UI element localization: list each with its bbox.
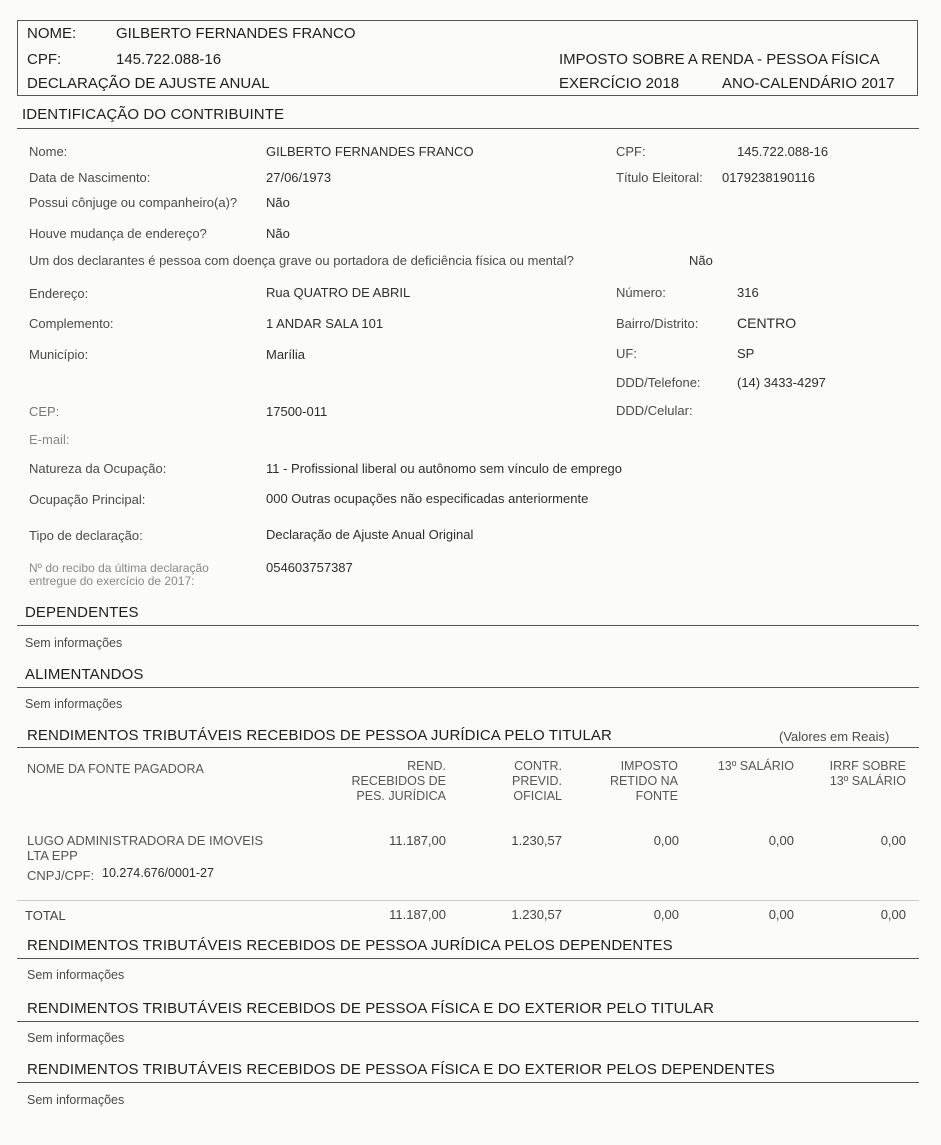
header-calendar-year: ANO-CALENDÁRIO 2017 bbox=[722, 75, 895, 92]
endereco-value: Rua QUATRO DE ABRIL bbox=[266, 285, 411, 300]
numero-value: 316 bbox=[737, 285, 759, 300]
recibo-value: 054603757387 bbox=[266, 560, 353, 575]
conjuge-value: Não bbox=[266, 195, 290, 210]
row-decimo-value: 0,00 bbox=[768, 833, 794, 848]
cnpj-label: CNPJ/CPF: bbox=[27, 868, 95, 883]
doenca-value: Não bbox=[689, 253, 713, 268]
header-cpf-label: CPF: bbox=[27, 51, 62, 68]
telefone-label: DDD/Telefone: bbox=[616, 375, 701, 390]
header-declaration-type: DECLARAÇÃO DE AJUSTE ANUAL bbox=[27, 75, 270, 92]
endereco-label: Endereço: bbox=[29, 286, 89, 301]
row-imposto-value: 0,00 bbox=[653, 833, 679, 848]
nome-label: Nome: bbox=[29, 144, 68, 159]
uf-label: UF: bbox=[616, 346, 637, 361]
doenca-label: Um dos declarantes é pessoa com doença grave ou portadora de deficiência física ou mental? bbox=[29, 253, 574, 268]
municipio-label: Município: bbox=[29, 347, 89, 362]
mudanca-label: Houve mudança de endereço? bbox=[29, 226, 207, 241]
total-contr-value: 1.230,57 bbox=[511, 907, 562, 922]
cep-value: 17500-011 bbox=[266, 404, 328, 419]
row-irrf-value: 0,00 bbox=[880, 833, 906, 848]
col-header-imposto-line: IMPOSTO bbox=[620, 759, 678, 773]
total-imposto-value: 0,00 bbox=[653, 907, 679, 922]
section-title-alimentandos: ALIMENTANDOS bbox=[25, 666, 144, 683]
municipio-value: Marília bbox=[266, 347, 306, 362]
fonte-name-line-1: LUGO ADMINISTRADORA DE IMOVEIS bbox=[27, 833, 264, 848]
section-title-rend-pj-dependentes: RENDIMENTOS TRIBUTÁVEIS RECEBIDOS DE PESSOA JURÍDICA PELOS DEPENDENTES bbox=[27, 937, 673, 954]
alimentandos-empty: Sem informações bbox=[25, 697, 123, 711]
col-header-fonte: NOME DA FONTE PAGADORA bbox=[27, 762, 204, 776]
ocupacao-label: Ocupação Principal: bbox=[29, 492, 146, 507]
tipo-value: Declaração de Ajuste Anual Original bbox=[266, 527, 474, 542]
section-title-rend-pf-titular: RENDIMENTOS TRIBUTÁVEIS RECEBIDOS DE PESSOA FÍSICA E DO EXTERIOR PELO TITULAR bbox=[27, 1000, 715, 1017]
section-rule bbox=[17, 1082, 919, 1083]
bairro-value: CENTRO bbox=[737, 315, 797, 331]
telefone-value: (14) 3433-4297 bbox=[737, 375, 826, 390]
natureza-value: 11 - Profissional liberal ou autônomo sem vínculo de emprego bbox=[266, 461, 623, 476]
row-contr-value: 1.230,57 bbox=[511, 833, 562, 848]
recibo-label: Nº do recibo da última declaração entregue do exercício de 2017: bbox=[29, 561, 209, 588]
email-label: E-mail: bbox=[29, 432, 70, 447]
col-header-decimo: 13º SALÁRIO bbox=[717, 759, 794, 773]
unit-note: (Valores em Reais) bbox=[779, 729, 890, 744]
total-rend-value: 11.187,00 bbox=[389, 907, 446, 922]
col-header-contr-line: PREVID. bbox=[511, 774, 562, 788]
fonte-name-line-2: LTA EPP bbox=[27, 848, 78, 863]
col-header-irrf-line: IRRF SOBRE bbox=[829, 759, 906, 773]
cnpj-value: 10.274.676/0001-27 bbox=[102, 866, 214, 880]
col-header-rend-line: RECEBIDOS DE bbox=[351, 774, 446, 788]
titulo-eleitoral-label: Título Eleitoral: bbox=[616, 170, 703, 185]
col-header-contr-line: OFICIAL bbox=[513, 789, 562, 803]
cpf-value: 145.722.088-16 bbox=[737, 144, 829, 159]
total-separator bbox=[17, 900, 919, 901]
section-title-dependentes: DEPENDENTES bbox=[25, 604, 139, 621]
section-rule bbox=[17, 128, 919, 129]
section-title-identificacao: IDENTIFICAÇÃO DO CONTRIBUINTE bbox=[22, 106, 285, 123]
rend-pj-dependentes-empty: Sem informações bbox=[27, 968, 125, 982]
conjuge-label: Possui cônjuge ou companheiro(a)? bbox=[29, 195, 238, 210]
nome-value: GILBERTO FERNANDES FRANCO bbox=[266, 144, 474, 159]
col-header-rend-line: REND. bbox=[407, 759, 446, 773]
section-rule bbox=[17, 1021, 919, 1022]
header-tax-title: IMPOSTO SOBRE A RENDA - PESSOA FÍSICA bbox=[559, 51, 880, 68]
rend-pf-titular-empty: Sem informações bbox=[27, 1031, 125, 1045]
titulo-eleitoral-value: 0179238190116 bbox=[722, 170, 816, 185]
section-title-rend-pj-titular: RENDIMENTOS TRIBUTÁVEIS RECEBIDOS DE PESSOA JURÍDICA PELO TITULAR bbox=[27, 727, 612, 744]
cpf-label: CPF: bbox=[616, 144, 646, 159]
mudanca-value: Não bbox=[266, 226, 290, 241]
total-irrf-value: 0,00 bbox=[880, 907, 906, 922]
numero-label: Número: bbox=[616, 285, 666, 300]
complemento-label: Complemento: bbox=[29, 316, 114, 331]
header-nome-label: NOME: bbox=[27, 25, 77, 42]
col-header-rend-line: PES. JURÍDICA bbox=[356, 789, 446, 803]
natureza-label: Natureza da Ocupação: bbox=[29, 461, 167, 476]
col-header-irrf-line: 13º SALÁRIO bbox=[829, 774, 906, 788]
ocupacao-value: 000 Outras ocupações não especificadas anteriormente bbox=[266, 491, 589, 506]
uf-value: SP bbox=[737, 346, 755, 361]
celular-label: DDD/Celular: bbox=[616, 403, 693, 418]
section-title-rend-pf-dependentes: RENDIMENTOS TRIBUTÁVEIS RECEBIDOS DE PESSOA FÍSICA E DO EXTERIOR PELOS DEPENDENTES bbox=[27, 1061, 775, 1078]
cep-label: CEP: bbox=[29, 404, 60, 419]
tipo-label: Tipo de declaração: bbox=[29, 528, 143, 543]
section-rule bbox=[17, 747, 919, 748]
section-rule bbox=[17, 625, 919, 626]
row-rend-value: 11.187,00 bbox=[389, 833, 446, 848]
bairro-label: Bairro/Distrito: bbox=[616, 316, 699, 331]
col-header-rend bbox=[300, 759, 446, 804]
header-exercise: EXERCÍCIO 2018 bbox=[559, 75, 680, 92]
col-header-contr bbox=[470, 759, 562, 804]
col-header-contr-line: CONTR. bbox=[514, 759, 562, 773]
total-label: TOTAL bbox=[25, 908, 66, 923]
nascimento-label: Data de Nascimento: bbox=[29, 170, 151, 185]
col-header-imposto-line: RETIDO NA bbox=[609, 774, 678, 788]
total-decimo-value: 0,00 bbox=[768, 907, 794, 922]
section-rule bbox=[17, 687, 919, 688]
section-rule bbox=[17, 958, 919, 959]
nascimento-value: 27/06/1973 bbox=[266, 170, 332, 185]
dependentes-empty: Sem informações bbox=[25, 636, 123, 650]
col-header-imposto bbox=[580, 759, 678, 804]
rend-pf-dependentes-empty: Sem informações bbox=[27, 1093, 125, 1107]
complemento-value: 1 ANDAR SALA 101 bbox=[266, 316, 384, 331]
col-header-imposto-line: FONTE bbox=[635, 789, 678, 803]
header-nome-value: GILBERTO FERNANDES FRANCO bbox=[116, 25, 356, 42]
col-header-irrf bbox=[806, 759, 906, 789]
header-cpf-value: 145.722.088-16 bbox=[116, 51, 222, 68]
